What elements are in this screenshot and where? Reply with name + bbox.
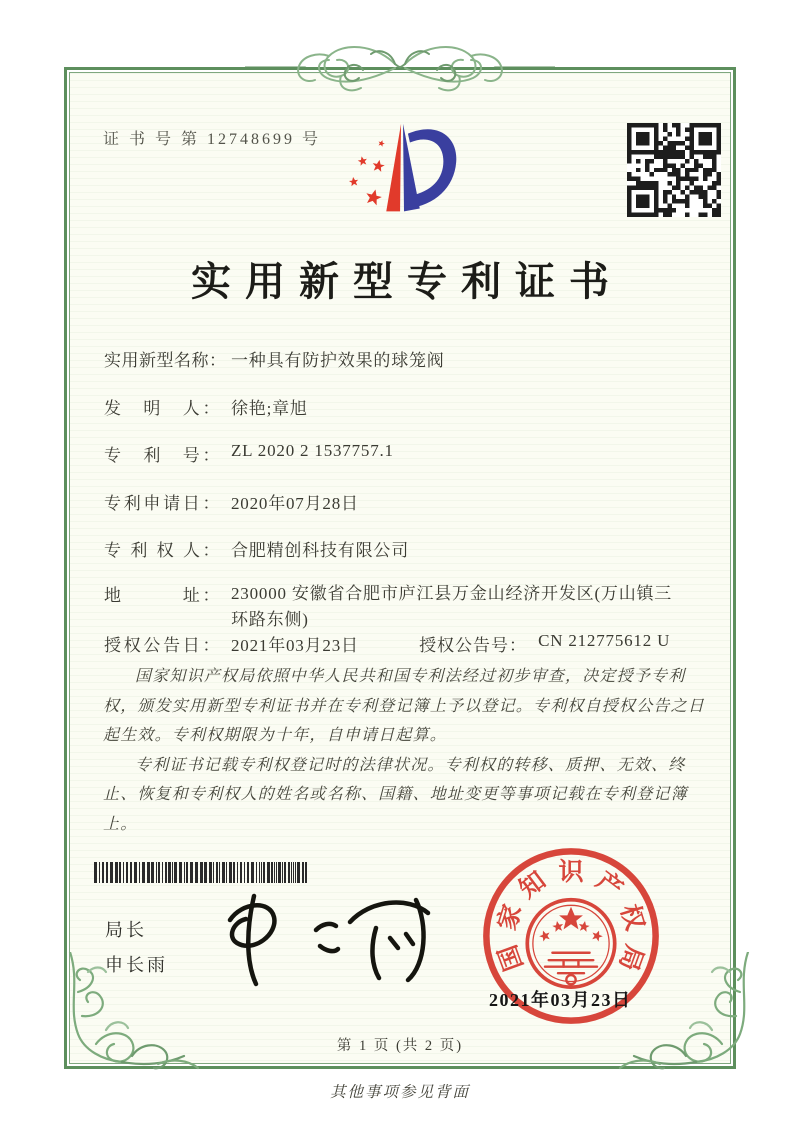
legal-paragraph-1: 国家知识产权局依照中华人民共和国专利法经过初步审查，决定授予专利权，颁发实用新型专利证书并在专利登记簿上予以登记。专利权自授权公告之日起生效。专利权期限为十年，自申请日起算。 bbox=[103, 668, 706, 745]
field-value: 合肥精创科技有限公司 bbox=[231, 541, 409, 560]
field-label: 发 明 人： bbox=[104, 399, 220, 418]
field-label: 授权公告日： bbox=[104, 636, 220, 655]
seal-char: 知 bbox=[514, 867, 552, 904]
address-line1: 230000 安徽省合肥市庐江县万金山经济开发区(万山镇三 bbox=[231, 584, 673, 603]
field-row-inventor bbox=[104, 394, 308, 419]
signer-name: 申长雨 bbox=[105, 955, 168, 975]
certificate-number: 证 书 号 第 12748699 号 bbox=[103, 131, 322, 148]
field-label: 专利申请日： bbox=[104, 494, 220, 513]
signer-title: 局长 bbox=[105, 920, 147, 940]
field-value-grant-no: CN 212775612 U bbox=[538, 631, 671, 650]
seal-char: 局 bbox=[613, 941, 648, 975]
field-value: 徐艳;章旭 bbox=[231, 399, 308, 418]
field-row-patentee bbox=[104, 536, 409, 561]
field-value: 2020年07月28日 bbox=[231, 494, 359, 513]
legal-text-block bbox=[103, 662, 705, 840]
field-label: 实用新型名称： bbox=[104, 351, 227, 370]
seal-char: 权 bbox=[614, 901, 649, 934]
field-label: 专 利 号： bbox=[104, 446, 220, 465]
director-signature-icon bbox=[200, 880, 450, 995]
cnipa-logo-icon bbox=[330, 110, 478, 238]
field-row-patent-no bbox=[104, 441, 394, 466]
field-value: 2021年03月23日 bbox=[231, 636, 359, 655]
field-value: ZL 2020 2 1537757.1 bbox=[231, 441, 394, 460]
address-line2: 环路东侧) bbox=[231, 610, 309, 630]
page-number: 第 1 页 (共 2 页) bbox=[336, 1038, 464, 1054]
seal-char: 识 bbox=[558, 859, 584, 887]
seal-char: 国 bbox=[494, 941, 529, 975]
field-label-grant-no: 授权公告号： bbox=[419, 636, 528, 655]
field-label: 地 址： bbox=[104, 586, 220, 605]
field-row-grant bbox=[104, 631, 670, 656]
legal-paragraph-2: 专利证书记载专利权登记时的法律状况。专利权的转移、质押、无效、终止、恢复和专利权人的姓名或名称、国籍、地址变更等事项记载在专利登记簿上。 bbox=[103, 756, 688, 833]
seal-char: 产 bbox=[590, 867, 628, 904]
qr-code bbox=[627, 123, 721, 217]
seal-date: 2021年03月23日 bbox=[489, 990, 632, 1010]
field-value bbox=[231, 581, 761, 634]
field-value: 一种具有防护效果的球笼阀 bbox=[231, 351, 445, 370]
certificate-title: 实用新型专利证书 bbox=[191, 259, 623, 304]
field-row-address bbox=[104, 581, 761, 634]
field-row-name bbox=[104, 346, 445, 371]
top-scroll-ornament-icon bbox=[245, 34, 555, 100]
field-row-filing-date bbox=[104, 489, 359, 514]
back-side-note: 其他事项参见背面 bbox=[329, 1084, 470, 1101]
seal-char: 家 bbox=[493, 901, 528, 934]
field-label: 专 利 权 人： bbox=[104, 541, 220, 560]
seal-national-emblem-icon bbox=[538, 907, 604, 985]
